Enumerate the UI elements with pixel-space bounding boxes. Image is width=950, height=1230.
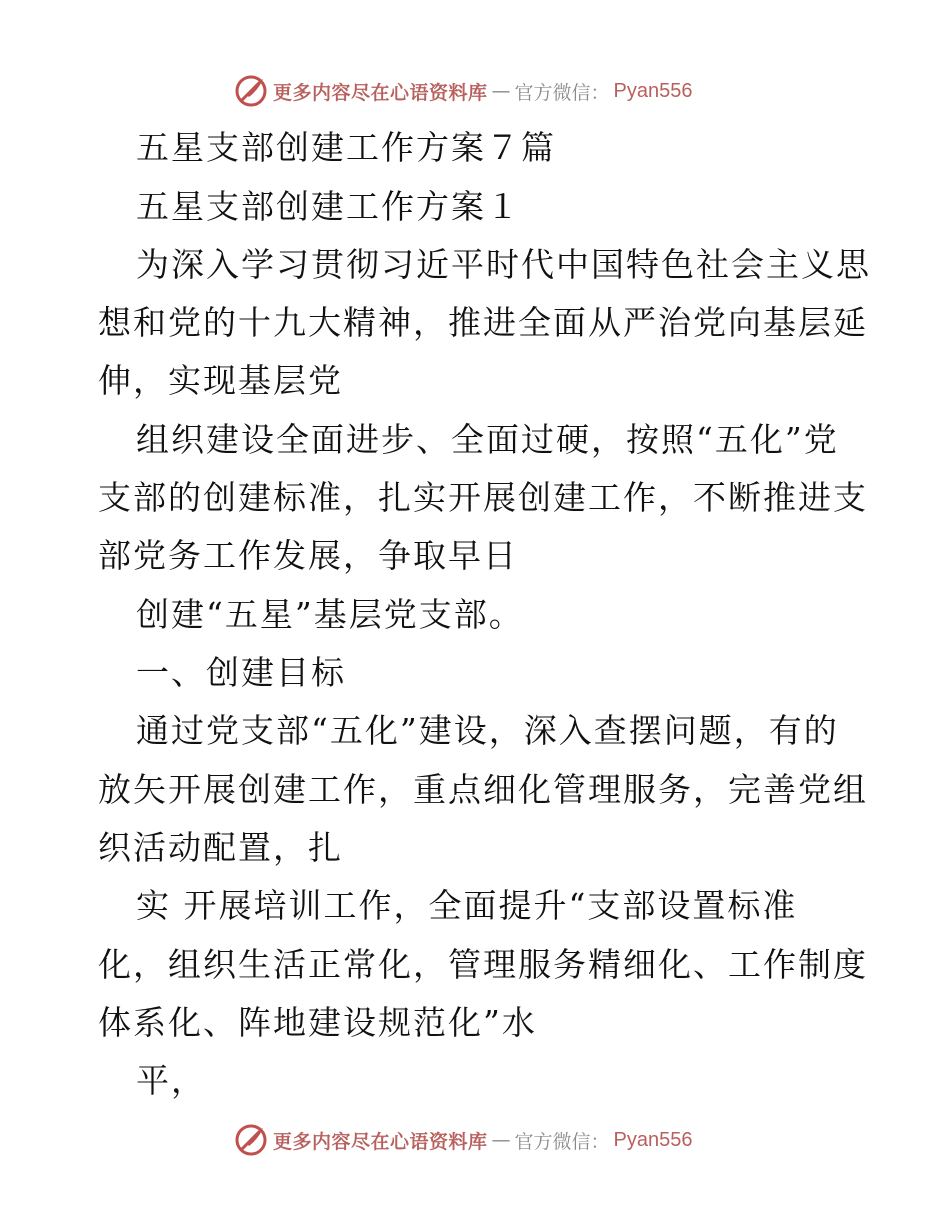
section-title: 五星支部创建工作方案１ [136,187,521,226]
paragraph-line: 支部的创建标准，扎实开展创建工作，不断推进支 [98,478,868,517]
paragraph-line: 体系化、阵地建设规范化”水 [98,1003,537,1042]
watermark-top [233,73,693,109]
paragraph-line: 部党务工作发展，争取早日 [98,536,518,575]
paragraph-line: 伸，实现基层党 [98,361,343,400]
paragraph-line: 实 开展培训工作，全面提升“支部设置标准 [136,886,798,925]
paragraph-line: 放矢开展创建工作，重点细化管理服务，完善党组 [98,770,868,809]
watermark-text: 更多内容尽在心语资料库 [273,81,488,104]
paragraph-line: 平， [136,1061,206,1100]
document-title: 五星支部创建工作方案７篇 [136,128,556,167]
heading-line: 一、创建目标 [136,653,346,692]
watermark-separator: — [491,80,511,102]
paragraph-line: 织活动配置，扎 [98,828,343,867]
quill-logo-icon [233,73,269,109]
watermark-wechat-label: 官方微信： [514,1130,610,1153]
quill-logo-icon [233,1122,269,1158]
watermark-separator: — [491,1129,511,1151]
paragraph-line: 化，组织生活正常化，管理服务精细化、工作制度 [98,945,868,984]
watermark-wechat-label: 官方微信： [514,81,610,104]
paragraph-line: 创建“五星”基层党支部。 [136,595,524,634]
watermark-bottom [233,1122,693,1158]
watermark-text: 更多内容尽在心语资料库 [273,1130,488,1153]
paragraph-line: 为深入学习贯彻习近平时代中国特色社会主义思 [136,245,871,284]
watermark-wechat-id: Pyan556 [613,1128,693,1151]
paragraph-line: 想和党的十九大精神，推进全面从严治党向基层延 [98,303,868,342]
paragraph-line: 组织建设全面进步、全面过硬，按照“五化”党 [136,420,839,459]
paragraph-line: 通过党支部“五化”建设，深入查摆问题，有的 [136,711,839,750]
watermark-wechat-id: Pyan556 [613,79,693,102]
